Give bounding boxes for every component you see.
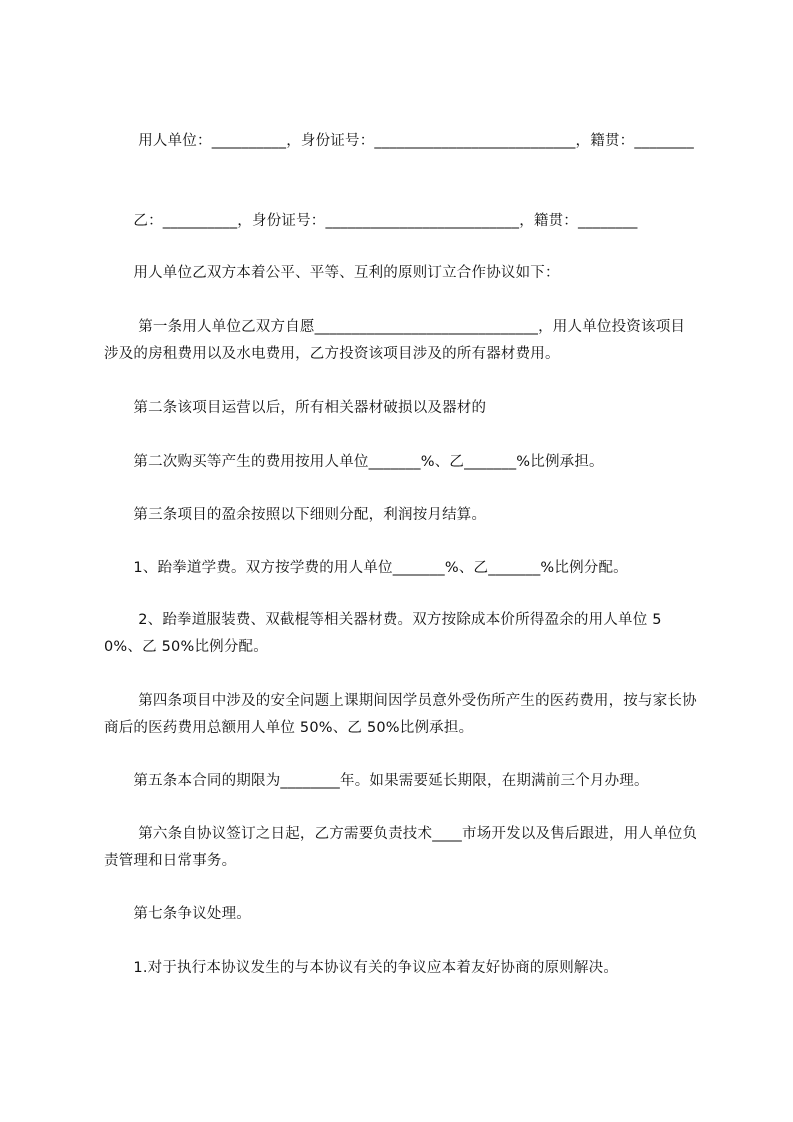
article-6: 第六条自协议签订之日起，乙方需要负责技术____市场开发以及售后跟进，用人单位负责管理和日常事务。 — [104, 826, 698, 869]
article-3-item-2: 2、跆拳道服装费、双截棍等相关器材费。双方按除成本价所得盈余的用人单位 50%、乙 50%比例分配。 — [104, 612, 662, 655]
article-7-item-1: 1.对于执行本协议发生的与本协议有关的争议应本着友好协商的原则解决。 — [104, 960, 619, 976]
article-5: 第五条本合同的期限为________年。如果需要延长期限，在期满前三个月办理。 — [104, 773, 649, 789]
employer-info-line: 用人单位：__________，身份证号：___________________________，籍贯：________ — [104, 133, 694, 149]
article-7: 第七条争议处理。 — [104, 906, 251, 922]
article-2: 第二条该项目运营以后，所有相关器材破损以及器材的 — [104, 400, 487, 416]
article-3: 第三条项目的盈余按照以下细则分配，利润按月结算。 — [104, 507, 487, 523]
agreement-preamble: 用人单位乙双方本着公平、平等、互利的原则订立合作协议如下： — [104, 265, 560, 281]
article-2-cost-split: 第二次购买等产生的费用按用人单位_______%、乙_______%比例承担。 — [104, 454, 604, 470]
article-3-item-1: 1、跆拳道学费。双方按学费的用人单位_______%、乙_______%比例分配。 — [104, 560, 628, 576]
article-1: 第一条用人单位乙双方自愿______________________________，用人单位投资该项目涉及的房租费用以及水电费用，乙方投资该项目涉及的所有器材费用。 — [104, 319, 686, 362]
article-4: 第四条项目中涉及的安全问题上课期间因学员意外受伤所产生的医药费用，按与家长协商后的医药费用总额用人单位 50%、乙 50%比例承担。 — [104, 693, 697, 736]
party-b-info-line: 乙：__________，身份证号：__________________________，籍贯：________ — [104, 213, 638, 229]
